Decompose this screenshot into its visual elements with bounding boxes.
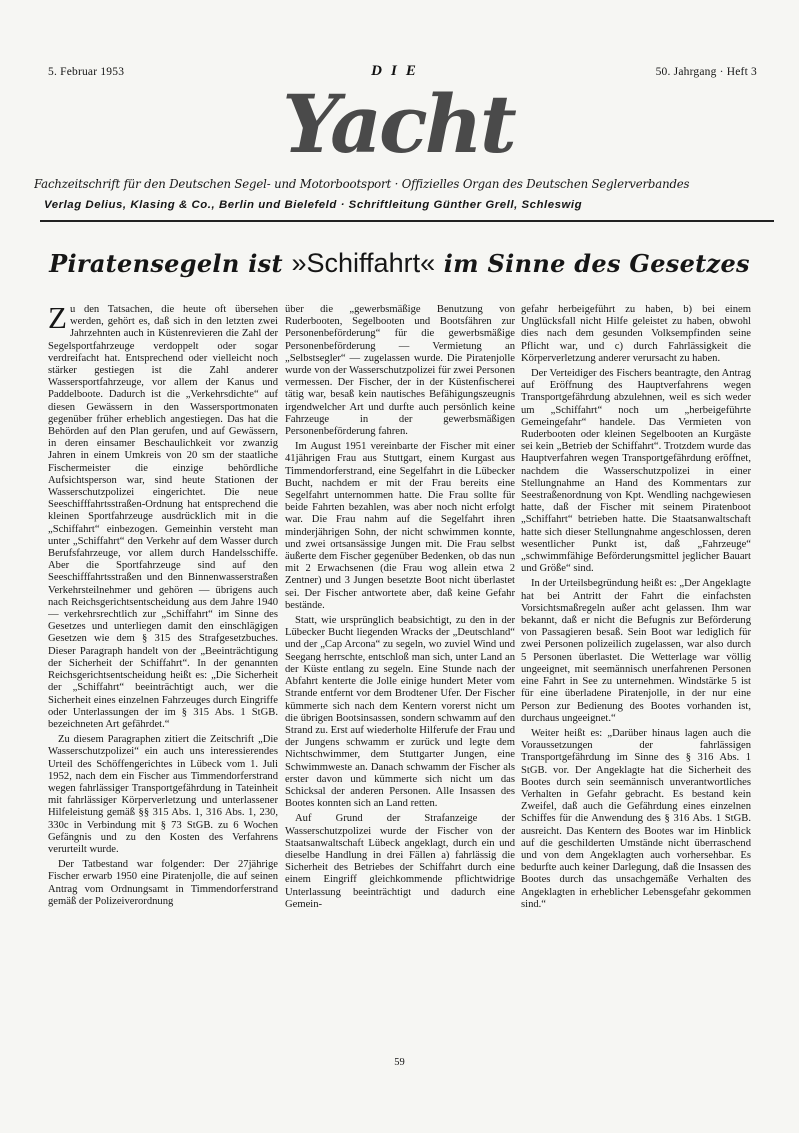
paragraph: gefahr herbeigeführt zu haben, b) bei einem Unglücksfall nicht Hilfe geleistet zu haben, obwohl dies nach dem gesunden Volksempfinden seine Pflicht war, und c) durch Fahrlässigkeit die Körperverletzung anderer verursacht zu haben. bbox=[521, 304, 751, 364]
paragraph: Weiter heißt es: „Darüber hinaus lagen auch die Voraussetzungen der fahrlässigen Transportgefährdung im Sinne des § 316 Abs. 1 StGB. vor. Der Angeklagte hat die Sicherheit des Bootes durch sein seemännisch unverantwortliches Verhalten in Gefahr gebracht. Es bestand kein Zweifel, daß auch die Gefährdung eines einzelnen Schiffes für die Anwendung des § 316 Abs. 1 StGB. ausreicht. Das Kentern des Bootes war im Hinblick auf die geschilderten Umstände nicht überraschend und von dem Angeklagten auch vorhersehbar. Es bedurfte auch keiner Darlegung, daß die Insassen des Bootes durch das unsachgemäße Verhalten des Angeklagten in erheblicher Lebensgefahr gekommen sind.“ bbox=[521, 727, 751, 910]
header-rule bbox=[40, 220, 774, 222]
paragraph: In der Urteilsbegründung heißt es: „Der Angeklagte hat bei Antritt der Fahrt die einfachsten Vorsichtsmaßregeln außer acht gelassen. Ihm war bekannt, daß er nicht die Befugnis zur Beförderung von Passagieren besaß. Sein Boot war lediglich für zwei Personen polizeilich zugelassen, war also durch 5 Personen überlastet. Die Wetterlage war völlig ungeeignet, mit seemännisch unerfahrenen Personen eine Fahrt in See zu unternehmen. Windstärke 5 ist für eine überladene Piratenjolle, in der nur eine Person zur Bedienung des Bootes vorhanden ist, durchaus ungeeignet.“ bbox=[521, 578, 751, 724]
paragraph: Im August 1951 vereinbarte der Fischer mit einer 41jährigen Frau aus Stuttgart, einem Kurgast aus Timmendorferstrand, eine Segelfahrt in die Lübecker Bucht, nachdem er mit der Frau bereits eine Segelfahrt unternommen hatte. Die Frau sollte für beide Fahrten bezahlen, was aber noch nicht erfolgt war. Die Frau nahm auf die Segelfahrt ihren minderjährigen Sohn, der nicht schwimmen konnte, und zwei ortsansässige Jungen mit. Die Frau selbst äußerte dem Fischer gegenüber Bedenken, ob das nun mit 2 Erwachsenen (die Frau wog allein etwa 2 Zentner) und 3 Jungen besetzte Boot nicht überlastet sei. Der Fischer antwortete aber, daß keine Gefahr bestände. bbox=[285, 441, 515, 611]
article-column-3 bbox=[521, 304, 751, 1049]
paragraph: Statt, wie ursprünglich beabsichtigt, zu den in der Lübecker Bucht liegenden Wracks der „Deutschland“ und der „Cap Arcona“ zu segeln, wo zuviel Wind und Seegang herrschte, entschloß man sich, unter Land an der Küste entlang zu segeln. Eine Stunde nach der Abfahrt kenterte die Jolle einige hundert Meter vom Strande entfernt vor dem Brodtener Ufer. Der Fischer kümmerte sich nach dem Kentern vorerst nicht um die übrigen Bootsinsassen, sondern schwamm auf den Strand zu. Erst auf wiederholte Hilferufe der Frau und der Jungens schwamm er zurück und legte dem Nichtschwimmer, dem Stuttgarter Jungen, eine Schwimmweste an. Danach schwamm der Fischer als erster davon und kümmerte sich nicht um das Schicksal der anderen Personen. Alle Insassen des Bootes konnten sich an Land retten. bbox=[285, 615, 515, 810]
headline-part-1: Piratensegeln ist bbox=[49, 249, 292, 278]
paragraph-text: u den Tatsachen, die heute oft übersehen werden, gehört es, daß sich in den letzten zwei Jahrzehnten auch in Küstenrevieren die Zahl der Segelsportfahrzeuge verdoppelt oder sogar verdreifacht hat. Entsprechend oder vielleicht noch stärker gestiegen ist die Zahl anderer Wassersportfahrzeuge, vor allem der Kanus und Paddelboote. Dadurch ist die „Verkehrsdichte“ auf diesen Gewässern in den Wassersportmonaten gegenüber früher erheblich angestiegen. Das hat die Behörden auf den Plan gerufen, und auf Gewässern, in deren einsamer Beschaulichkeit vor zwanzig Jahren in einem Umkreis von 20 sm der staatliche Fischermeister die einzige behördliche Aufsichtsperson war, sind heute Stationen der Wasserschutzpolizei eingerichtet. Die neue Seeschifffahrtsstraßen-Ordnung hat entsprechend die kleinen Sportfahrzeuge ausdrücklich mit in die „Schiffahrt“ einbezogen. Gemeinhin versteht man unter „Schiffahrt“ den Verkehr auf dem Wasser durch Berufsfahrzeuge, vor allem durch Handelsschiffe. Aber die Sportfahrzeuge sind auf den Seeschifffahrtsstraßen und den Binnenwasserstraßen Verkehrsteilnehmer und gehören — übrigens auch nach Reichsgerichtsentscheidung aus dem Jahre 1940 — verkehrsrechtlich zur „Schiffahrt“ im Sinne des Gesetzes und unterliegen damit den einschlägigen Gesetzen wie dem § 315 des Strafgesetzbuches. Dieser Paragraph handelt von der „Beeinträchtigung der Sicherheit der Schiffahrt“. In der genannten Reichsgerichtsentscheidung heißt es: „Die Sicherheit der „Schiffahrt“ beeinträchtigt auch, wer die Sicherheit eines einzelnen Fahrzeuges durch Eingriffe oder Unterlassungen der im § 315 Abs. 1 StGB. bezeichneten Art gefährdet.“ bbox=[48, 304, 278, 730]
headline-part-3: im Sinne des Gesetzes bbox=[435, 249, 750, 278]
paragraph: Zu diesem Paragraphen zitiert die Zeitschrift „Die Wasserschutzpolizei“ ein auch uns interessierendes Urteil des Schöffengerichtes in Lübeck vom 1. Juli 1952, nach dem ein Fischer aus Timmendorferstrand wegen fahrlässiger Transportgefährdung in Tateinheit mit fahrlässiger Körperverletzung und unterlassener Hilfeleistung gemäß §§ 315 Abs. 1, 316 Abs. 1, 230, 330c in Verbindung mit § 73 StGB. zu 6 Wochen Gefängnis und zu den Kosten des Verfahrens verurteilt wurde. bbox=[48, 734, 278, 855]
article-column-2 bbox=[285, 304, 515, 1049]
masthead-logo bbox=[258, 56, 538, 168]
paragraph: Der Tatbestand war folgender: Der 27jährige Fischer erwarb 1950 eine Piratenjolle, die auf seinen Antrag vom Ordnungsamt in Timmendorferstrand gemäß der Polizeiverordnung bbox=[48, 859, 278, 907]
page-number: 59 bbox=[394, 1057, 405, 1068]
paragraph: Der Verteidiger des Fischers beantragte, den Antrag auf Eröffnung des Hauptverfahrens wegen Transportgefährdung abzulehnen, weil es sich weder um „Schiffahrt“ noch um „herbeigeführte Gemeingefahr“ handele. Das Vermieten von Ruderbooten oder kleinen Segelbooten an Kurgäste sei kein „Betrieb der Schiffahrt“. Trotzdem wurde das Hauptverfahren wegen Transportgefährdung eröffnet, nachdem die Wasserschutzpolizei in einer Stellungnahme an Hand des Kommentars zur Seestraßenordnung von Kpt. Wendling nachgewiesen hatte, daß der Fischer mit seinem Piratenboot „Schiffahrt“ betrieben hatte. Die Staatsanwaltschaft hatte sich dieser Stellungnahme angeschlossen, deren wesentlicher Punkt ist, daß „Fahrzeuge“ „schwimmfähige Beförderungsmittel jeglicher Bauart und Größe“ sind. bbox=[521, 368, 751, 575]
masthead-subtitle: Fachzeitschrift für den Deutschen Segel- und Motorbootsport · Offizielles Organ des Deutschen Seglerverbandes bbox=[34, 177, 690, 191]
publisher-line: Verlag Delius, Klasing & Co., Berlin und Bielefeld · Schriftleitung Günther Grell, Schleswig bbox=[44, 199, 583, 211]
logo-main-text: Yacht bbox=[282, 77, 514, 168]
issue-date: 5. Februar 1953 bbox=[48, 66, 125, 78]
paragraph: Auf Grund der Strafanzeige der Wasserschutzpolizei wurde der Fischer von der Staatsanwaltschaft Lübeck angeklagt, durch ein und dieselbe Handlung in drei Fällen a) fahrlässig die Sicherheit des Betriebes der Schiffahrt durch eine einem Eingriff gleichkommende pflichtwidrige Unterlassung beeinträchtigt und dadurch eine Gemein- bbox=[285, 813, 515, 910]
article-column-1 bbox=[48, 304, 278, 1049]
issue-number: 50. Jahrgang · Heft 3 bbox=[655, 66, 757, 78]
headline-part-2: »Schiffahrt« bbox=[291, 248, 436, 278]
paragraph: über die „gewerbsmäßige Benutzung von Ruderbooten, Segelbooten und Bootsfähren zur Personenbeförderung“ für die gewerbsmäßige Personenbeförderung — Vermietung an „Selbstsegler“ — zugelassen wurde. Die Piratenjolle wurde von der Wasserschutzpolizei für zwei Personen vermessen. Der Fischer, der in der Küstenfischerei tätig war, besaß kein nautisches Befähigungszeugnis irgendwelcher Art und durfte auch persönlich keine Fahrzeuge in der gewerbsmäßigen Personenbeförderung fahren. bbox=[285, 304, 515, 438]
article-headline bbox=[0, 248, 799, 279]
drop-cap: Z bbox=[48, 304, 67, 335]
logo-top-text: DIE bbox=[371, 63, 425, 79]
paragraph bbox=[48, 304, 278, 731]
